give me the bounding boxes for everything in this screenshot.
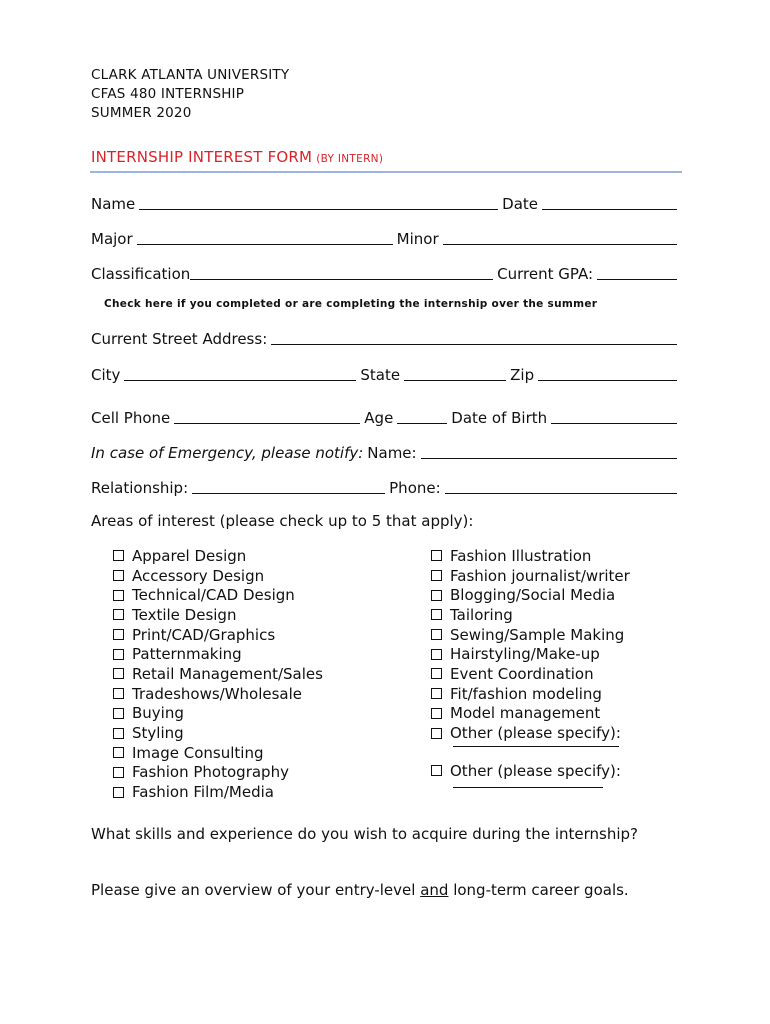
career-goals-question	[91, 881, 629, 899]
interest-option-label: Fit/fashion modeling	[450, 684, 602, 703]
row-phone-age-dob	[91, 407, 677, 427]
dob-field[interactable]	[551, 423, 677, 424]
street-address-label: Current Street Address:	[91, 330, 268, 348]
row-address	[91, 328, 677, 348]
interest-option[interactable]	[431, 566, 630, 586]
checkbox-icon[interactable]	[113, 609, 124, 620]
street-address-field[interactable]	[271, 344, 677, 345]
interest-option[interactable]	[113, 704, 323, 724]
checkbox-icon[interactable]	[113, 668, 124, 679]
emergency-name-label: Name:	[367, 444, 417, 462]
interest-option-label: Technical/CAD Design	[132, 586, 295, 605]
emergency-label: In case of Emergency, please notify:	[91, 444, 364, 462]
interest-option-label: Tailoring	[450, 605, 513, 624]
interest-option-label: Accessory Design	[132, 566, 265, 585]
checkbox-icon[interactable]	[113, 787, 124, 798]
checkbox-icon[interactable]	[431, 668, 442, 679]
interest-option[interactable]	[431, 704, 630, 724]
major-label: Major	[91, 230, 133, 248]
interest-option[interactable]	[113, 605, 323, 625]
age-label: Age	[364, 409, 394, 427]
interest-option-label: Sewing/Sample Making	[450, 625, 625, 644]
other-specify-field-2[interactable]	[453, 787, 603, 788]
interest-option-label: Patternmaking	[132, 645, 242, 664]
checkbox-icon[interactable]	[431, 649, 442, 660]
age-field[interactable]	[397, 423, 447, 424]
interest-option-label: Other (please specify):	[450, 724, 621, 743]
university-name: CLARK ATLANTA UNIVERSITY	[91, 67, 290, 83]
interest-list-right	[431, 546, 630, 788]
interest-option[interactable]	[431, 546, 630, 566]
checkbox-icon[interactable]	[431, 629, 442, 640]
name-label: Name	[91, 195, 136, 213]
interest-option[interactable]	[431, 605, 630, 625]
checkbox-icon[interactable]	[113, 688, 124, 699]
title-divider	[90, 171, 682, 173]
row-classification-gpa	[91, 263, 677, 283]
interest-option[interactable]	[113, 585, 323, 605]
checkbox-icon[interactable]	[431, 590, 442, 601]
interest-option[interactable]	[431, 625, 630, 645]
interest-option-label: Print/CAD/Graphics	[132, 625, 276, 644]
city-field[interactable]	[124, 380, 356, 381]
summer-check-note[interactable]: Check here if you completed or are completing the internship over the summer	[104, 298, 598, 310]
checkbox-icon[interactable]	[113, 747, 124, 758]
row-relationship-phone	[91, 477, 677, 497]
checkbox-icon[interactable]	[431, 609, 442, 620]
minor-label: Minor	[396, 230, 439, 248]
form-title-main: INTERNSHIP INTEREST FORM	[91, 148, 313, 166]
interest-option[interactable]	[113, 684, 323, 704]
interest-option-label: Hairstyling/Make-up	[450, 645, 600, 664]
course-header	[91, 66, 289, 123]
gpa-label: Current GPA:	[497, 265, 593, 283]
interest-option-label: Fashion Film/Media	[132, 783, 274, 802]
row-city-state-zip	[91, 364, 677, 384]
interest-option-other-2[interactable]	[431, 761, 630, 781]
checkbox-icon[interactable]	[431, 550, 442, 561]
classification-label: Classification	[91, 265, 191, 283]
relationship-label: Relationship:	[91, 479, 189, 497]
gpa-field[interactable]	[597, 279, 677, 280]
interest-option[interactable]	[113, 723, 323, 743]
interest-option-label: Buying	[132, 704, 184, 723]
checkbox-icon[interactable]	[113, 708, 124, 719]
checkbox-icon[interactable]	[113, 550, 124, 561]
interest-option[interactable]	[113, 566, 323, 586]
city-label: City	[91, 366, 121, 384]
interest-list-left	[113, 546, 323, 802]
interest-option[interactable]	[113, 743, 323, 763]
name-field[interactable]	[139, 209, 498, 210]
emergency-name-field[interactable]	[421, 458, 677, 459]
interest-option[interactable]	[113, 763, 323, 783]
interest-option[interactable]	[113, 625, 323, 645]
date-label: Date	[502, 195, 538, 213]
areas-of-interest-label: Areas of interest (please check up to 5 that apply):	[91, 512, 474, 530]
row-emergency	[91, 442, 677, 462]
checkbox-icon[interactable]	[113, 728, 124, 739]
state-field[interactable]	[404, 380, 506, 381]
interest-option[interactable]	[431, 664, 630, 684]
checkbox-icon[interactable]	[113, 590, 124, 601]
cell-phone-field[interactable]	[174, 423, 360, 424]
interest-option-label: Blogging/Social Media	[450, 586, 616, 605]
interest-option[interactable]	[113, 644, 323, 664]
interest-option-label: Retail Management/Sales	[132, 664, 323, 683]
classification-field[interactable]	[190, 279, 493, 280]
interest-option-label: Fashion Illustration	[450, 546, 592, 565]
cell-phone-label: Cell Phone	[91, 409, 171, 427]
checkbox-icon[interactable]	[431, 688, 442, 699]
interest-option[interactable]	[431, 644, 630, 664]
checkbox-icon[interactable]	[431, 728, 442, 739]
row-major-minor	[91, 228, 677, 248]
phone-field[interactable]	[445, 493, 677, 494]
interest-option-other-1[interactable]	[431, 723, 630, 743]
minor-field[interactable]	[443, 244, 677, 245]
skills-question: What skills and experience do you wish to acquire during the internship?	[91, 825, 638, 843]
course-name: CFAS 480 INTERNSHIP	[91, 86, 245, 102]
interest-option-label: Event Coordination	[450, 664, 594, 683]
row-name-date	[91, 193, 677, 213]
interest-option[interactable]	[113, 782, 323, 802]
checkbox-icon[interactable]	[113, 629, 124, 640]
zip-field[interactable]	[538, 380, 677, 381]
checkbox-icon[interactable]	[113, 767, 124, 778]
dob-label: Date of Birth	[451, 409, 548, 427]
interest-option[interactable]	[113, 546, 323, 566]
major-field[interactable]	[137, 244, 393, 245]
interest-option-label: Apparel Design	[132, 546, 247, 565]
state-label: State	[360, 366, 401, 384]
interest-option-label: Styling	[132, 724, 184, 743]
checkbox-icon[interactable]	[431, 570, 442, 581]
checkbox-icon[interactable]	[113, 649, 124, 660]
career-goals-text-1: Please give an overview of your entry-level	[91, 881, 421, 899]
career-goals-and: and	[420, 881, 449, 899]
relationship-field[interactable]	[192, 493, 385, 494]
phone-label: Phone:	[389, 479, 441, 497]
interest-option[interactable]	[113, 664, 323, 684]
interest-option-label: Textile Design	[132, 605, 237, 624]
interest-option-label: Model management	[450, 704, 601, 723]
checkbox-icon[interactable]	[113, 570, 124, 581]
career-goals-text-2: long-term career goals.	[448, 881, 629, 899]
form-title-sub: (BY INTERN)	[316, 153, 384, 165]
interest-option-label: Fashion journalist/writer	[450, 566, 630, 585]
interest-option-label: Image Consulting	[132, 743, 264, 762]
checkbox-icon[interactable]	[431, 765, 442, 776]
checkbox-icon[interactable]	[431, 708, 442, 719]
term-name: SUMMER 2020	[91, 105, 192, 121]
interest-option-label: Other (please specify):	[450, 761, 621, 780]
form-title	[91, 147, 383, 166]
interest-option-label: Tradeshows/Wholesale	[132, 684, 303, 703]
interest-option[interactable]	[431, 585, 630, 605]
other-specify-field-1[interactable]	[453, 746, 619, 747]
interest-option[interactable]	[431, 684, 630, 704]
interest-option-label: Fashion Photography	[132, 763, 289, 782]
zip-label: Zip	[510, 366, 535, 384]
date-field[interactable]	[542, 209, 677, 210]
